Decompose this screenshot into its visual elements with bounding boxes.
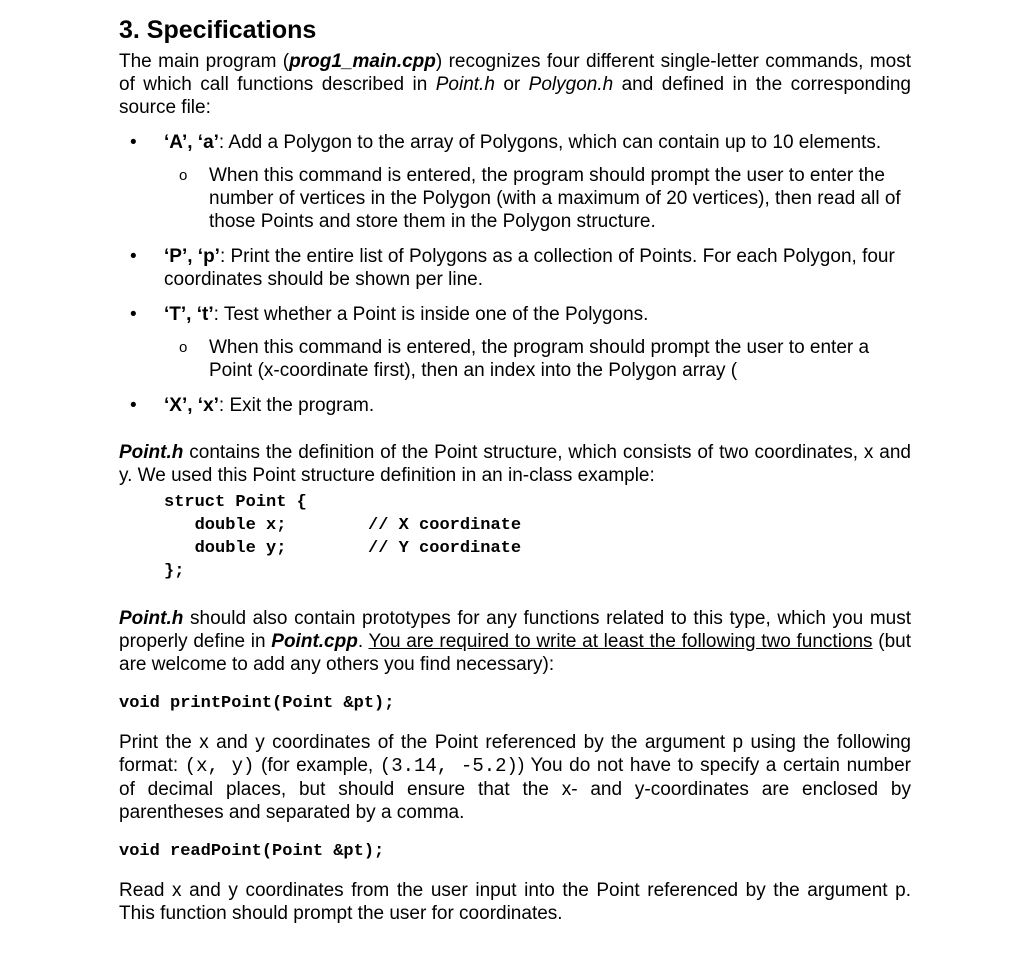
print-point-signature: void printPoint(Point &pt); [119,694,395,713]
section-title: 3. Specifications [119,16,317,44]
bullet-icon: • [130,132,137,153]
command-list [119,131,911,417]
read-point-description: Read x and y coordinates from the user input into the Point referenced by the argument p. This function should prompt the user for coordinates. [119,880,911,924]
code-line: }; [164,562,185,581]
struct-code-block [119,491,911,583]
command-subitem-add: o When this command is entered, the program should prompt the user to enter the number of vertices in the Polygon (with a maximum of 20 vertices), then read all of those Points and store them in the Polygon structure. [179,165,901,232]
prototypes-paragraph: Point.h should also contain prototypes for any functions related to this type, which you must properly define in Point.cpp. You are required to write at least the following two functions (but are welcome to add any others you find necessary): [119,608,911,675]
bullet-icon: • [130,246,137,267]
command-item-exit: • ‘X’, ‘x’: Exit the program. [130,395,375,416]
code-line: struct Point { [164,493,307,512]
code-line: double x; // X coordinate [164,516,522,535]
sub-bullet-icon: o [179,167,188,184]
bullet-icon: • [130,395,137,416]
code-line: double y; // Y coordinate [164,539,522,558]
bullet-icon: • [130,304,137,325]
command-subitem-test: o When this command is entered, the program should prompt the user to enter a Point (x-coordinate first), then an index into the Polygon array ( [179,337,870,381]
sub-bullet-icon: o [179,339,188,356]
document-page [119,14,911,925]
point-struct-paragraph: Point.h contains the definition of the Point structure, which consists of two coordinates, x and y. We used this Point structure definition in an in-class example: [119,442,911,486]
print-point-description: Print the x and y coordinates of the Point referenced by the argument p using the following format: (x, y) (for example, (3.14, -5.2)) You do not have to specify a certain number of decimal places, but should ensure that the x- and y-coordinates are enclosed by parentheses and separated by a comma. [119,732,911,823]
main-file-name: prog1_main.cpp [289,51,436,72]
command-item-test: • ‘T’, ‘t’: Test whether a Point is inside one of the Polygons. [130,304,649,325]
intro-paragraph: The main program (prog1_main.cpp) recognizes four different single-letter commands, most of which call functions described in Point.h or Polygon.h and defined in the corresponding source file: [119,51,911,118]
command-item-add: • ‘A’, ‘a’: Add a Polygon to the array of Polygons, which can contain up to 10 elements. [130,132,882,153]
command-item-print: • ‘P’, ‘p’: Print the entire list of Polygons as a collection of Points. For each Polygon, four coordinates should be shown per line. [130,246,895,290]
read-point-signature: void readPoint(Point &pt); [119,842,385,861]
